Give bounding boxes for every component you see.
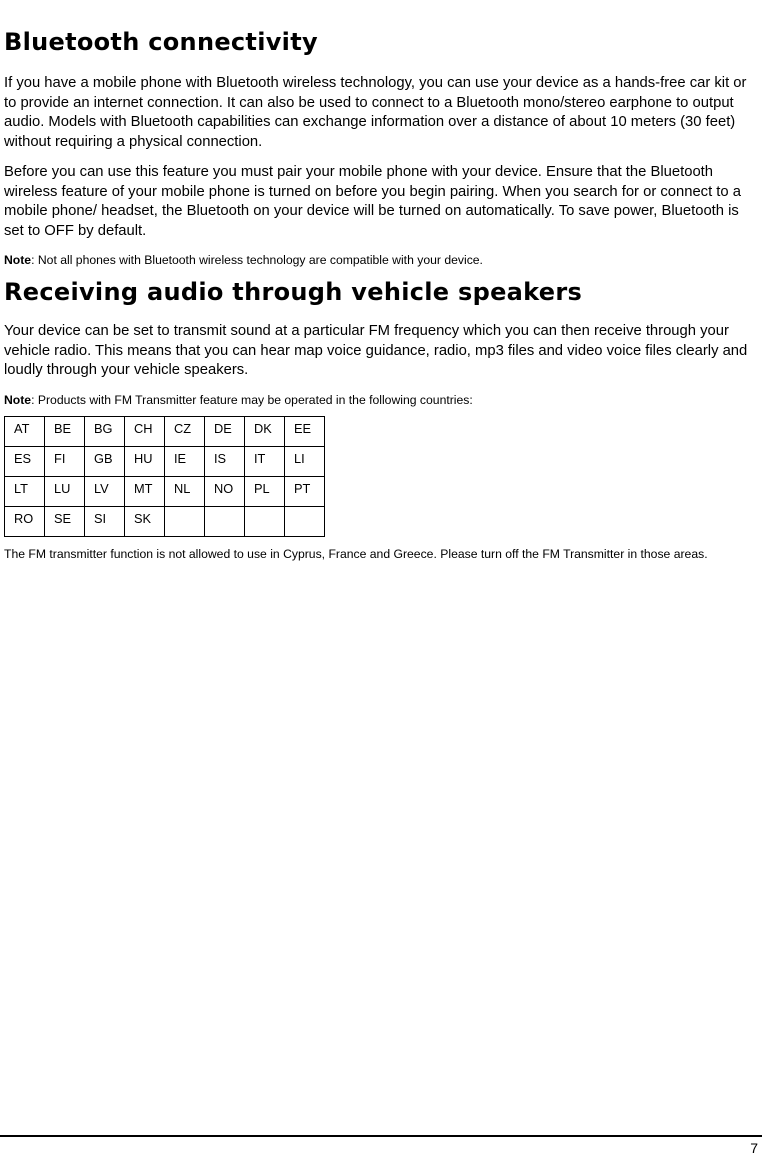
table-row [5, 446, 325, 476]
country-cell: IT [245, 446, 285, 476]
country-cell: PT [285, 476, 325, 506]
country-cell: SE [45, 506, 85, 536]
country-cell: GB [85, 446, 125, 476]
country-cell: NL [165, 476, 205, 506]
countries-table [4, 416, 325, 537]
country-cell: SI [85, 506, 125, 536]
country-cell: NO [205, 476, 245, 506]
country-cell: IS [205, 446, 245, 476]
country-cell: CZ [165, 416, 205, 446]
country-cell: LU [45, 476, 85, 506]
table-row [5, 506, 325, 536]
note-text: : Not all phones with Bluetooth wireless technology are compatible with your device. [31, 253, 483, 267]
country-cell: FI [45, 446, 85, 476]
note-label: Note [4, 253, 32, 267]
country-cell: SK [125, 506, 165, 536]
footer-divider [0, 1135, 762, 1137]
country-cell: LV [85, 476, 125, 506]
page-number: 7 [750, 1140, 758, 1156]
section-title-vehicle-speakers: Receiving audio through vehicle speakers [4, 278, 583, 306]
country-cell: IE [165, 446, 205, 476]
country-cell: AT [5, 416, 45, 446]
country-cell: LT [5, 476, 45, 506]
country-cell [245, 506, 285, 536]
bluetooth-note [4, 252, 756, 269]
country-cell: RO [5, 506, 45, 536]
fm-note [4, 392, 756, 409]
note-label: Note [4, 392, 32, 407]
country-cell [285, 506, 325, 536]
table-row [5, 416, 325, 446]
note-text: : Products with FM Transmitter feature may be operated in the following countries: [31, 392, 473, 407]
country-cell: LI [285, 446, 325, 476]
country-cell: MT [125, 476, 165, 506]
bluetooth-paragraph-1: If you have a mobile phone with Bluetooth wireless technology, you can use your device as a hands-free car kit or to provide an internet connection. It can also be used to connect to a Bluetooth mono/stereo earphone to output audio. Models with Bluetooth capabilities can exchange information over a distance of about 10 meters (30 feet) without requiring a physical connection. [4, 75, 747, 150]
country-cell: EE [285, 416, 325, 446]
country-cell: PL [245, 476, 285, 506]
country-cell: DK [245, 416, 285, 446]
country-cell: BE [45, 416, 85, 446]
country-cell [205, 506, 245, 536]
country-cell [165, 506, 205, 536]
fm-paragraph: Your device can be set to transmit sound at a particular FM frequency which you can then receive through your vehicle radio. This means that you can hear map voice guidance, radio, mp3 files and video voice files clearly and loudly through your vehicle speakers. [4, 323, 748, 378]
bluetooth-paragraph-2: Before you can use this feature you must pair your mobile phone with your device. Ensure that the Bluetooth wireless feature of your mobile phone is turned on before you begin pairing. When you search for or connect to a mobile phone/ headset, the Bluetooth on your device will be turned on automatically. To save power, Bluetooth is set to OFF by default. [4, 164, 741, 239]
table-row [5, 476, 325, 506]
country-cell: DE [205, 416, 245, 446]
page-content [4, 26, 756, 564]
country-cell: HU [125, 446, 165, 476]
country-cell: BG [85, 416, 125, 446]
section-title-bluetooth: Bluetooth connectivity [4, 28, 318, 56]
country-cell: CH [125, 416, 165, 446]
country-cell: ES [5, 446, 45, 476]
fm-restriction-text: The FM transmitter function is not allowed to use in Cyprus, France and Greece. Please turn off the FM Transmitter in those areas. [4, 546, 708, 561]
